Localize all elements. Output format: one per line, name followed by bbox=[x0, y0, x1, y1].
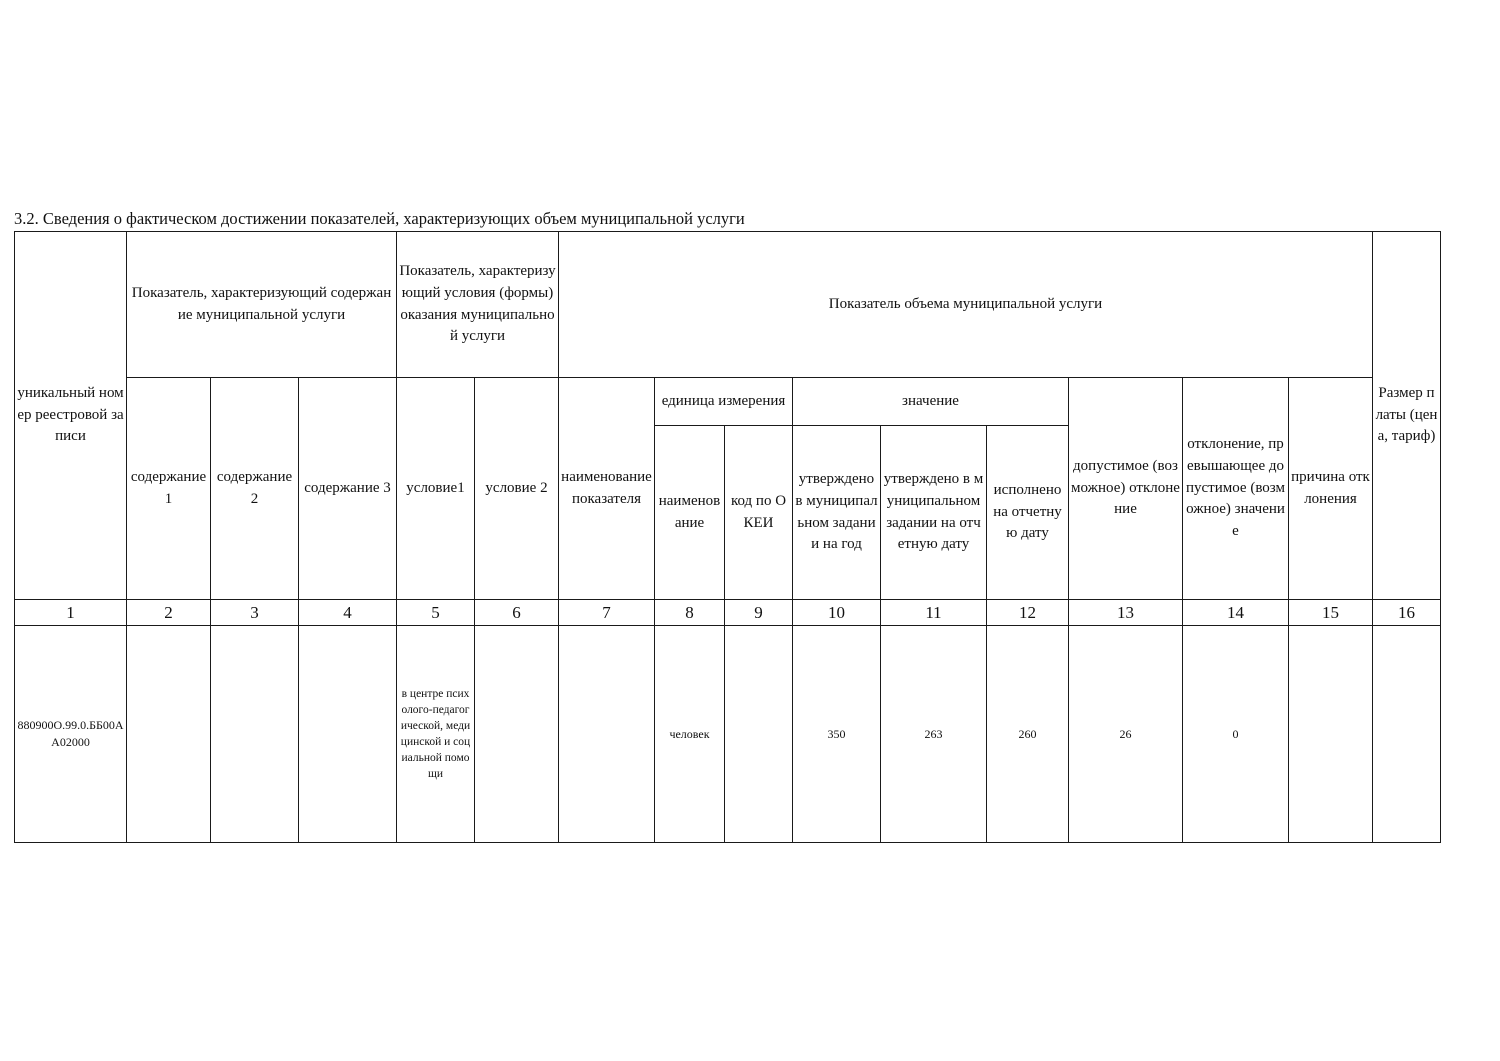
header-fee: Размер платы (цена, тариф) bbox=[1373, 232, 1441, 600]
header-approved-year: утверждено в муниципальном задании на год bbox=[793, 426, 881, 600]
cell-indicator-name bbox=[559, 626, 655, 843]
header-content-1: содержание 1 bbox=[127, 378, 211, 600]
cell-executed-date: 260 bbox=[987, 626, 1069, 843]
header-value: значение bbox=[793, 378, 1069, 426]
cell-deviation-reason bbox=[1289, 626, 1373, 843]
column-number-row bbox=[15, 600, 1441, 626]
cell-approved-date: 263 bbox=[881, 626, 987, 843]
column-number: 16 bbox=[1373, 600, 1441, 626]
column-number: 7 bbox=[559, 600, 655, 626]
column-number: 14 bbox=[1183, 600, 1289, 626]
column-number: 8 bbox=[655, 600, 725, 626]
cell-content-1 bbox=[127, 626, 211, 843]
header-registry-number: уникальный номер реестровой записи bbox=[15, 232, 127, 600]
cell-registry-number: 880900О.99.0.ББ00АА02000 bbox=[15, 626, 127, 843]
section-title: 3.2. Сведения о фактическом достижении показателей, характеризующих объем муниципальной услуги bbox=[14, 209, 745, 228]
volume-indicators-table bbox=[14, 231, 1441, 843]
header-condition-1: условие1 bbox=[397, 378, 475, 600]
cell-excess-deviation: 0 bbox=[1183, 626, 1289, 843]
column-number: 13 bbox=[1069, 600, 1183, 626]
cell-content-3 bbox=[299, 626, 397, 843]
header-unit: единица измерения bbox=[655, 378, 793, 426]
column-number: 3 bbox=[211, 600, 299, 626]
column-number: 15 bbox=[1289, 600, 1373, 626]
column-number: 11 bbox=[881, 600, 987, 626]
header-content-2: содержание 2 bbox=[211, 378, 299, 600]
cell-okei-code bbox=[725, 626, 793, 843]
column-number: 1 bbox=[15, 600, 127, 626]
column-number: 6 bbox=[475, 600, 559, 626]
column-number: 12 bbox=[987, 600, 1069, 626]
header-allowed-deviation: допустимое (возможное) отклонение bbox=[1069, 378, 1183, 600]
cell-fee bbox=[1373, 626, 1441, 843]
header-okei-code: код по ОКЕИ bbox=[725, 426, 793, 600]
cell-condition-2 bbox=[475, 626, 559, 843]
header-condition-2: условие 2 bbox=[475, 378, 559, 600]
column-number: 4 bbox=[299, 600, 397, 626]
header-executed-date: исполнено на отчетную дату bbox=[987, 426, 1069, 600]
header-row-subgroups bbox=[15, 378, 1441, 426]
header-conditions-group: Показатель, характеризующий условия (формы) оказания муниципальной услуги bbox=[397, 232, 559, 378]
column-number: 2 bbox=[127, 600, 211, 626]
cell-approved-year: 350 bbox=[793, 626, 881, 843]
header-excess-deviation: отклонение, превышающее допустимое (возможное) значение bbox=[1183, 378, 1289, 600]
cell-allowed-deviation: 26 bbox=[1069, 626, 1183, 843]
header-deviation-reason: причина отклонения bbox=[1289, 378, 1373, 600]
column-number: 5 bbox=[397, 600, 475, 626]
table-row bbox=[15, 626, 1441, 843]
header-unit-name: наименование bbox=[655, 426, 725, 600]
header-content-3: содержание 3 bbox=[299, 378, 397, 600]
cell-condition-1: в центре психолого-педагогической, медицинской и социальной помощи bbox=[397, 626, 475, 843]
header-approved-date: утверждено в муниципальном задании на отчетную дату bbox=[881, 426, 987, 600]
header-volume-group: Показатель объема муниципальной услуги bbox=[559, 232, 1373, 378]
column-number: 9 bbox=[725, 600, 793, 626]
cell-unit-name: человек bbox=[655, 626, 725, 843]
header-row-groups bbox=[15, 232, 1441, 378]
column-number: 10 bbox=[793, 600, 881, 626]
header-indicator-name: наименование показателя bbox=[559, 378, 655, 600]
cell-content-2 bbox=[211, 626, 299, 843]
header-content-group: Показатель, характеризующий содержание муниципальной услуги bbox=[127, 232, 397, 378]
